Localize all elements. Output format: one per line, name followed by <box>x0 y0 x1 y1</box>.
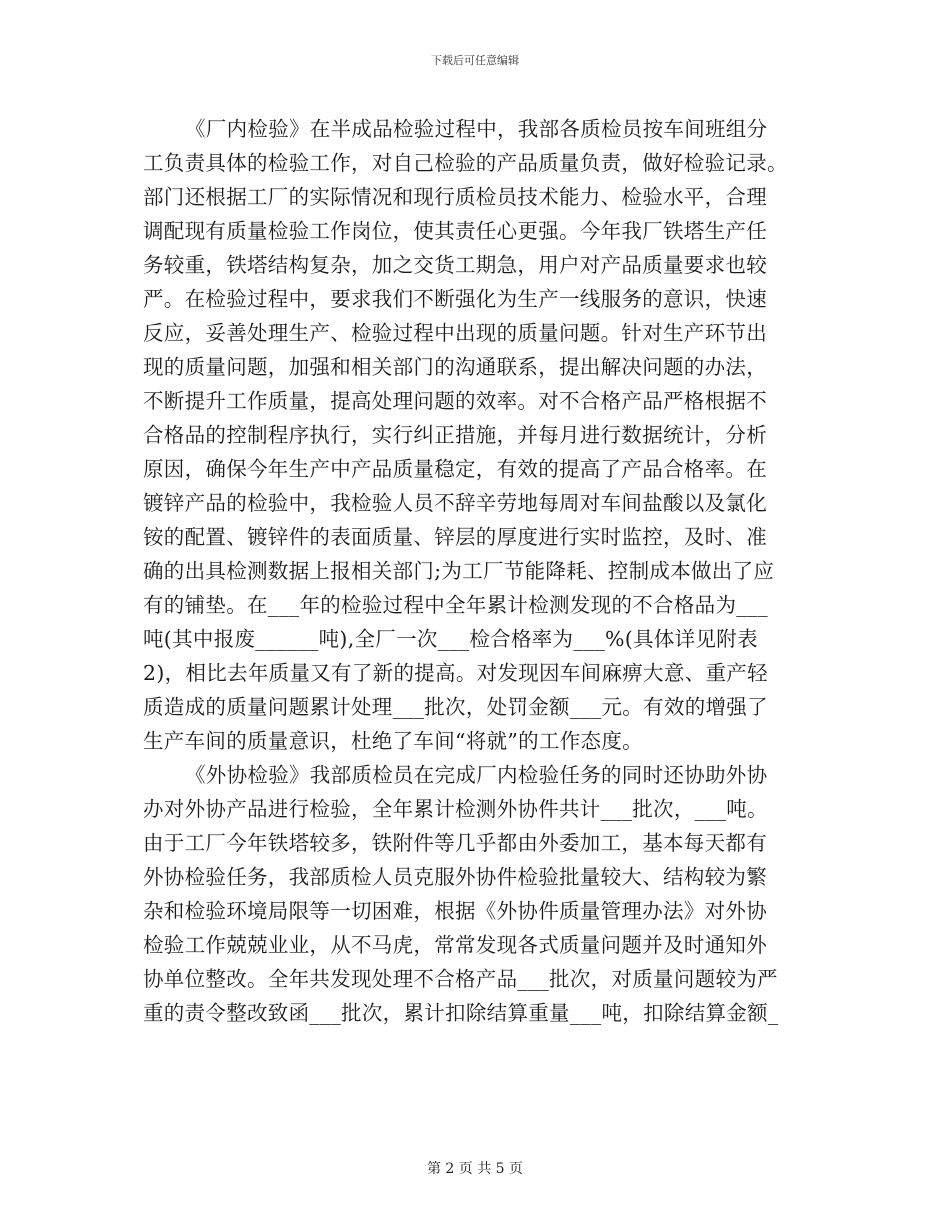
text-line: 杂和检验环境局限等一切困难，根据《外协件质量管理办法》对外协 <box>143 899 767 923</box>
paragraph-factory-inspection <box>143 112 803 758</box>
text-line: 2)，相比去年质量又有了新的提高。对发现因车间麻痹大意、重产轻 <box>143 661 768 685</box>
text-line: 现的质量问题，加强和相关部门的沟通联系，提出解决问题的办法， <box>143 355 767 379</box>
text-line: 协单位整改。全年共发现处理不合格产品___批次，对质量问题较为严 <box>143 967 778 991</box>
text-line: 原因，确保今年生产中产品质量稳定，有效的提高了产品合格率。在 <box>143 457 767 481</box>
text-line: 部门还根据工厂的实际情况和现行质检员技术能力、检验水平，合理 <box>143 185 767 209</box>
text-line: 工负责具体的检验工作，对自己检验的产品质量负责，做好检验记录。 <box>143 151 788 175</box>
page-footer: 第 2 页 共 5 页 <box>426 1161 524 1177</box>
text-line: 质造成的质量问题累计处理___批次，处罚金额___元。有效的增强了 <box>143 695 768 719</box>
page-header: 下载后可任意编辑 <box>431 54 519 67</box>
text-line: 《外协检验》我部质检员在完成厂内检验任务的同时还协助外协 <box>185 763 768 787</box>
text-line: 确的出具检测数据上报相关部门;为工厂节能降耗、控制成本做出了应 <box>143 559 775 583</box>
text-line: 严。在检验过程中，要求我们不断强化为生产一线服务的意识，快速 <box>143 287 767 311</box>
text-line: 生产车间的质量意识，杜绝了车间“将就”的工作态度。 <box>143 729 643 753</box>
text-line: 不断提升工作质量，提高处理问题的效率。对不合格产品严格根据不 <box>143 389 767 413</box>
text-line: 由于工厂今年铁塔较多，铁附件等几乎都由外委加工，基本每天都有 <box>143 831 767 855</box>
text-line: 反应，妥善处理生产、检验过程中出现的质量问题。针对生产环节出 <box>143 321 767 345</box>
text-line: 合格品的控制程序执行，实行纠正措施，并每月进行数据统计，分析 <box>143 423 767 447</box>
text-line: 吨(其中报废______吨),全厂一次___检合格率为___%(具体详见附表 <box>143 627 758 651</box>
text-line: 办对外协产品进行检验，全年累计检测外协件共计___批次，___吨。 <box>143 797 768 821</box>
text-line: 调配现有质量检验工作岗位，使其责任心更强。今年我厂铁塔生产任 <box>143 219 767 243</box>
text-line: 务较重，铁塔结构复杂，加之交货工期急，用户对产品质量要求也较 <box>143 253 767 277</box>
text-line: 重的责令整改致函___批次，累计扣除结算重量___吨，扣除结算金额_ <box>143 1001 779 1025</box>
document-body <box>143 112 803 1030</box>
paragraph-outsourcing-inspection <box>143 758 803 1030</box>
text-line: 外协检验任务，我部质检人员克服外协件检验批量较大、结构较为繁 <box>143 865 767 889</box>
text-line: 检验工作兢兢业业，从不马虎，常常发现各式质量问题并及时通知外 <box>143 933 767 957</box>
text-line: 有的铺垫。在___年的检验过程中全年累计检测发现的不合格品为___ <box>143 593 768 617</box>
text-line: 镀锌产品的检验中，我检验人员不辞辛劳地每周对车间盐酸以及氯化 <box>143 491 767 515</box>
text-line: 铵的配置、镀锌件的表面质量、锌层的厚度进行实时监控，及时、准 <box>143 525 767 549</box>
text-line: 《厂内检验》在半成品检验过程中，我部各质检员按车间班组分 <box>185 117 768 141</box>
